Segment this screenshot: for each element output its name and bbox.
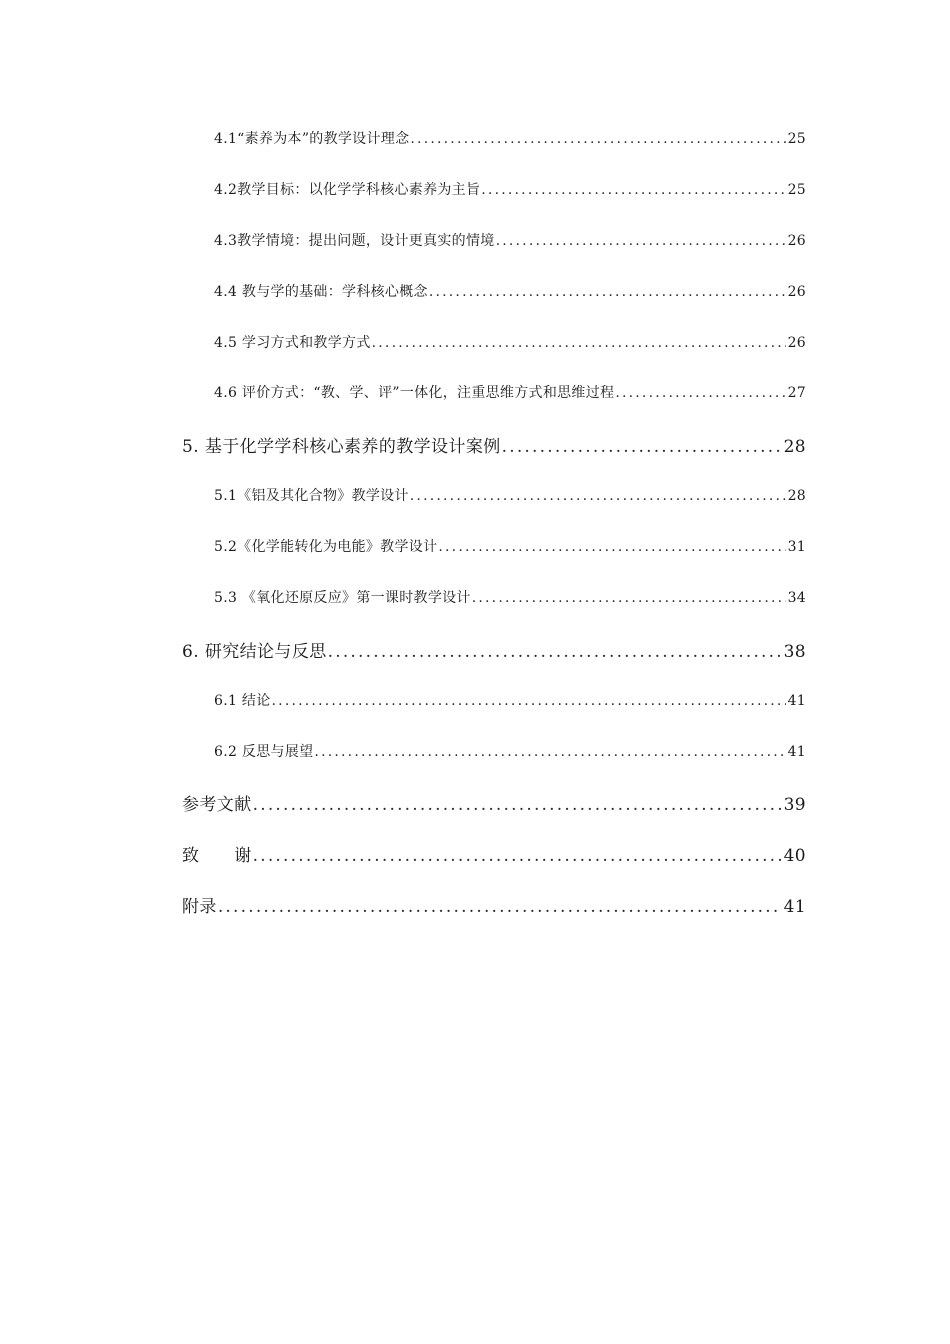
toc-entry-appendix[interactable] <box>182 892 806 917</box>
toc-entry-6-2[interactable] <box>214 741 806 761</box>
dot-leader <box>328 642 782 662</box>
toc-entry-label: 参考文献 <box>182 795 252 815</box>
toc-entry-label: 5.3 《氧化还原反应》第一课时教学设计 <box>214 590 471 606</box>
dot-leader <box>615 385 785 401</box>
toc-entry-6-1[interactable] <box>214 690 806 710</box>
dot-leader <box>410 131 785 147</box>
toc-entry-label: 4.5 学习方式和教学方式 <box>214 335 371 351</box>
toc-entry-page: 34 <box>787 590 806 606</box>
toc-entry-label: 4.6 评价方式：“教、学、评”一体化，注重思维方式和思维过程 <box>214 385 615 401</box>
toc-entry-page: 38 <box>783 642 806 662</box>
toc-entry-5-2[interactable] <box>214 536 806 556</box>
toc-entry-label: 4.1“素养为本”的教学设计理念 <box>214 131 410 147</box>
toc-entry-page: 26 <box>787 284 806 300</box>
toc-entry-page: 26 <box>787 335 806 351</box>
toc-entry-references[interactable] <box>182 790 806 815</box>
toc-entry-label: 5.1《铝及其化合物》教学设计 <box>214 488 409 504</box>
toc-entry-label: 4.4 教与学的基础：学科核心概念 <box>214 284 428 300</box>
toc-entry-page: 40 <box>783 846 806 866</box>
toc-entry-page: 25 <box>787 131 806 147</box>
dot-leader <box>502 437 782 457</box>
toc-entry-4-5[interactable] <box>214 332 806 352</box>
toc-entry-acknowledgements[interactable] <box>182 841 806 866</box>
toc-entry-label: 5. 基于化学学科核心素养的教学设计案例 <box>182 437 501 457</box>
toc-entry-page: 39 <box>783 795 806 815</box>
dot-leader <box>472 590 786 606</box>
toc-entry-page: 28 <box>787 488 806 504</box>
toc-entry-label: 6.2 反思与展望 <box>214 744 314 760</box>
toc-entry-6[interactable] <box>182 637 806 662</box>
toc-entry-page: 26 <box>787 233 806 249</box>
toc-entry-4-3[interactable] <box>214 230 806 250</box>
toc-entry-4-6[interactable] <box>214 382 806 402</box>
dot-leader <box>410 488 786 504</box>
dot-leader <box>272 693 786 709</box>
dot-leader <box>438 539 785 555</box>
dot-leader <box>372 335 786 351</box>
toc-entry-5-3[interactable] <box>214 587 806 607</box>
toc-entry-page: 41 <box>787 744 806 760</box>
dot-leader <box>253 795 782 815</box>
toc-entry-page: 25 <box>787 182 806 198</box>
toc-entry-label: 致 谢 <box>182 846 252 866</box>
toc-entry-page: 41 <box>787 693 806 709</box>
toc-entry-page: 31 <box>787 539 806 555</box>
toc-entry-label: 5.2《化学能转化为电能》教学设计 <box>214 539 438 555</box>
toc-entry-label: 4.3教学情境：提出问题，设计更真实的情境 <box>214 233 495 249</box>
toc-entry-4-1[interactable] <box>214 128 806 148</box>
toc-entry-page: 28 <box>783 437 806 457</box>
toc-entry-label: 6.1 结论 <box>214 693 271 709</box>
dot-leader <box>218 897 782 917</box>
dot-leader <box>314 744 785 760</box>
dot-leader <box>496 233 786 249</box>
dot-leader <box>481 182 785 198</box>
toc-entry-page: 27 <box>787 385 806 401</box>
toc-entry-4-2[interactable] <box>214 179 806 199</box>
dot-leader <box>429 284 786 300</box>
toc-entry-page: 41 <box>783 897 806 917</box>
toc-entry-5-1[interactable] <box>214 485 806 505</box>
toc-entry-label: 附录 <box>182 897 217 917</box>
dot-leader <box>253 846 782 866</box>
toc-entry-label: 4.2教学目标：以化学学科核心素养为主旨 <box>214 182 481 198</box>
toc-entry-label: 6. 研究结论与反思 <box>182 642 327 662</box>
toc-entry-5[interactable] <box>182 432 806 457</box>
toc-entry-4-4[interactable] <box>214 281 806 301</box>
